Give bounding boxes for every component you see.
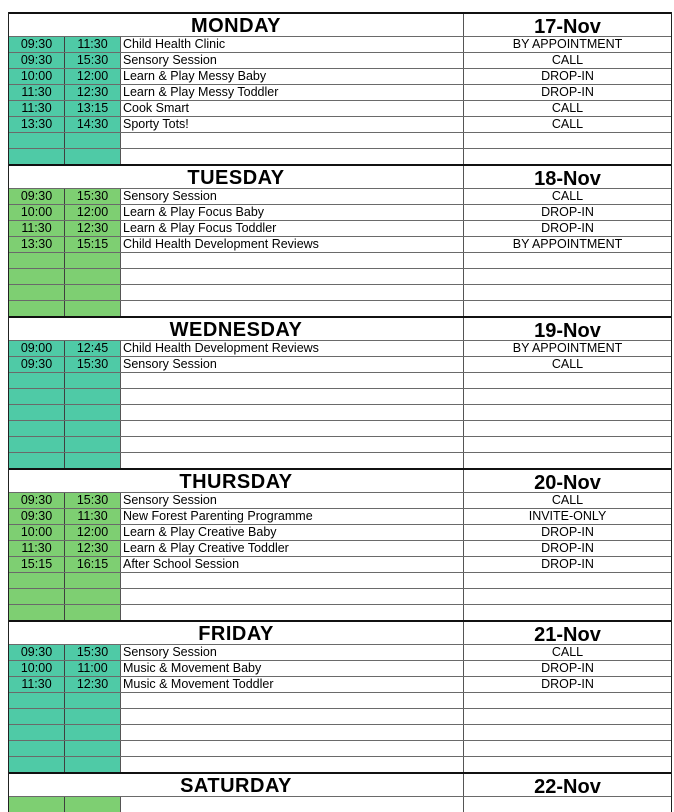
start-time-cell	[9, 757, 65, 772]
activity-cell: Sensory Session	[121, 645, 464, 660]
day-block-friday	[9, 620, 671, 772]
day-date: 20-Nov	[534, 472, 601, 494]
end-time-cell	[65, 301, 121, 316]
activity-cell	[121, 605, 464, 620]
activity-cell	[121, 757, 464, 772]
session-row	[9, 492, 671, 508]
start-time-cell: 13:30	[9, 117, 65, 132]
end-time-cell	[65, 437, 121, 452]
activity-cell: Learn & Play Messy Toddler	[121, 85, 464, 100]
session-row	[9, 236, 671, 252]
start-time-cell	[9, 693, 65, 708]
end-time-cell	[65, 285, 121, 300]
start-time-cell	[9, 253, 65, 268]
booking-cell: BY APPOINTMENT	[512, 237, 623, 251]
session-row	[9, 284, 671, 300]
day-block-thursday	[9, 468, 671, 620]
activity-cell	[121, 741, 464, 756]
start-time-cell: 15:15	[9, 557, 65, 572]
day-header	[9, 164, 671, 188]
start-time-cell	[9, 389, 65, 404]
start-time-cell	[9, 405, 65, 420]
activity-cell: Sensory Session	[121, 357, 464, 372]
session-row	[9, 524, 671, 540]
start-time-cell	[9, 573, 65, 588]
activity-cell: Child Health Development Reviews	[121, 341, 464, 356]
activity-cell	[121, 373, 464, 388]
activity-cell	[121, 725, 464, 740]
booking-cell: BY APPOINTMENT	[512, 341, 623, 355]
booking-cell	[464, 605, 671, 620]
end-time-cell	[65, 693, 121, 708]
session-row	[9, 300, 671, 316]
end-time-cell	[65, 421, 121, 436]
booking-cell: DROP-IN	[541, 557, 594, 571]
day-header	[9, 620, 671, 644]
booking-cell	[464, 437, 671, 452]
start-time-cell: 11:30	[9, 677, 65, 692]
activity-cell: Learn & Play Focus Baby	[121, 205, 464, 220]
booking-cell: CALL	[551, 101, 584, 115]
end-time-cell	[65, 133, 121, 148]
booking-cell	[464, 709, 671, 724]
end-time-cell: 15:30	[65, 645, 121, 660]
end-time-cell: 11:00	[65, 661, 121, 676]
booking-cell	[464, 285, 671, 300]
end-time-cell: 12:30	[65, 85, 121, 100]
activity-cell	[121, 149, 464, 164]
session-row	[9, 660, 671, 676]
start-time-cell	[9, 149, 65, 164]
booking-cell	[464, 741, 671, 756]
session-row	[9, 68, 671, 84]
start-time-cell	[9, 133, 65, 148]
start-time-cell: 10:00	[9, 525, 65, 540]
session-row	[9, 508, 671, 524]
start-time-cell	[9, 797, 65, 812]
end-time-cell	[65, 741, 121, 756]
end-time-cell	[65, 149, 121, 164]
booking-cell: CALL	[551, 357, 584, 371]
activity-cell	[121, 405, 464, 420]
booking-cell	[464, 453, 671, 468]
booking-cell: DROP-IN	[541, 221, 594, 235]
booking-cell	[464, 301, 671, 316]
session-row	[9, 556, 671, 572]
booking-cell	[464, 253, 671, 268]
end-time-cell: 15:30	[65, 189, 121, 204]
activity-cell: Sensory Session	[121, 53, 464, 68]
end-time-cell	[65, 709, 121, 724]
activity-cell: Child Health Clinic	[121, 37, 464, 52]
session-row	[9, 708, 671, 724]
day-date: 21-Nov	[534, 624, 601, 646]
activity-cell	[121, 573, 464, 588]
session-row	[9, 148, 671, 164]
start-time-cell	[9, 285, 65, 300]
booking-cell	[464, 149, 671, 164]
day-name: SATURDAY	[9, 774, 464, 796]
start-time-cell: 11:30	[9, 221, 65, 236]
day-name: THURSDAY	[9, 470, 464, 492]
day-header	[9, 12, 671, 36]
session-row	[9, 100, 671, 116]
start-time-cell: 11:30	[9, 85, 65, 100]
activity-cell	[121, 389, 464, 404]
booking-cell: DROP-IN	[541, 541, 594, 555]
day-header	[9, 316, 671, 340]
session-row	[9, 188, 671, 204]
start-time-cell: 10:00	[9, 205, 65, 220]
booking-cell: DROP-IN	[541, 525, 594, 539]
end-time-cell: 12:30	[65, 541, 121, 556]
session-row	[9, 588, 671, 604]
start-time-cell: 09:30	[9, 509, 65, 524]
session-row	[9, 36, 671, 52]
session-row	[9, 116, 671, 132]
end-time-cell	[65, 253, 121, 268]
session-row	[9, 452, 671, 468]
start-time-cell	[9, 373, 65, 388]
timetable-sheet	[8, 12, 672, 812]
booking-cell	[464, 725, 671, 740]
day-block-saturday	[9, 772, 671, 812]
activity-cell	[121, 269, 464, 284]
activity-cell: Sensory Session	[121, 493, 464, 508]
end-time-cell	[65, 725, 121, 740]
day-date: 17-Nov	[534, 16, 601, 38]
booking-cell	[464, 389, 671, 404]
session-row	[9, 644, 671, 660]
end-time-cell	[65, 797, 121, 812]
booking-cell	[464, 797, 671, 812]
end-time-cell	[65, 405, 121, 420]
start-time-cell	[9, 741, 65, 756]
booking-cell: DROP-IN	[541, 85, 594, 99]
booking-cell	[464, 133, 671, 148]
day-date: 19-Nov	[534, 320, 601, 342]
end-time-cell: 12:30	[65, 677, 121, 692]
booking-cell: CALL	[551, 493, 584, 507]
activity-cell: Learn & Play Creative Baby	[121, 525, 464, 540]
activity-cell	[121, 437, 464, 452]
end-time-cell: 14:30	[65, 117, 121, 132]
session-row	[9, 340, 671, 356]
session-row	[9, 692, 671, 708]
day-block-tuesday	[9, 164, 671, 316]
session-row	[9, 540, 671, 556]
session-row	[9, 252, 671, 268]
session-row	[9, 676, 671, 692]
start-time-cell	[9, 453, 65, 468]
activity-cell: Cook Smart	[121, 101, 464, 116]
activity-cell	[121, 693, 464, 708]
start-time-cell	[9, 725, 65, 740]
activity-cell	[121, 589, 464, 604]
end-time-cell: 16:15	[65, 557, 121, 572]
start-time-cell	[9, 589, 65, 604]
activity-cell: Sensory Session	[121, 189, 464, 204]
activity-cell: Sporty Tots!	[121, 117, 464, 132]
booking-cell	[464, 405, 671, 420]
booking-cell: CALL	[551, 117, 584, 131]
end-time-cell: 15:30	[65, 53, 121, 68]
session-row	[9, 356, 671, 372]
activity-cell: Learn & Play Messy Baby	[121, 69, 464, 84]
end-time-cell	[65, 573, 121, 588]
start-time-cell	[9, 605, 65, 620]
end-time-cell: 12:00	[65, 525, 121, 540]
activity-cell: Learn & Play Creative Toddler	[121, 541, 464, 556]
start-time-cell	[9, 421, 65, 436]
booking-cell	[464, 757, 671, 772]
start-time-cell	[9, 709, 65, 724]
end-time-cell	[65, 453, 121, 468]
activity-cell	[121, 133, 464, 148]
start-time-cell: 13:30	[9, 237, 65, 252]
end-time-cell	[65, 373, 121, 388]
end-time-cell	[65, 389, 121, 404]
session-row	[9, 52, 671, 68]
end-time-cell: 11:30	[65, 37, 121, 52]
start-time-cell	[9, 301, 65, 316]
session-row	[9, 404, 671, 420]
day-block-monday	[9, 12, 671, 164]
end-time-cell: 11:30	[65, 509, 121, 524]
booking-cell: CALL	[551, 645, 584, 659]
session-row	[9, 132, 671, 148]
start-time-cell: 10:00	[9, 69, 65, 84]
start-time-cell: 10:00	[9, 661, 65, 676]
session-row	[9, 796, 671, 812]
day-header	[9, 772, 671, 796]
activity-cell	[121, 285, 464, 300]
activity-cell: New Forest Parenting Programme	[121, 509, 464, 524]
end-time-cell: 15:30	[65, 357, 121, 372]
end-time-cell	[65, 757, 121, 772]
start-time-cell: 09:00	[9, 341, 65, 356]
start-time-cell	[9, 269, 65, 284]
activity-cell	[121, 709, 464, 724]
start-time-cell: 09:30	[9, 53, 65, 68]
activity-cell	[121, 421, 464, 436]
session-row	[9, 436, 671, 452]
activity-cell: Music & Movement Baby	[121, 661, 464, 676]
booking-cell	[464, 269, 671, 284]
session-row	[9, 372, 671, 388]
session-row	[9, 268, 671, 284]
end-time-cell: 15:15	[65, 237, 121, 252]
start-time-cell: 09:30	[9, 357, 65, 372]
day-block-wednesday	[9, 316, 671, 468]
session-row	[9, 740, 671, 756]
day-name: WEDNESDAY	[9, 318, 464, 340]
activity-cell: Child Health Development Reviews	[121, 237, 464, 252]
booking-cell: DROP-IN	[541, 677, 594, 691]
day-name: MONDAY	[9, 14, 464, 36]
end-time-cell: 12:45	[65, 341, 121, 356]
booking-cell	[464, 693, 671, 708]
day-name: FRIDAY	[9, 622, 464, 644]
booking-cell: DROP-IN	[541, 205, 594, 219]
session-row	[9, 420, 671, 436]
session-row	[9, 572, 671, 588]
end-time-cell	[65, 269, 121, 284]
day-name: TUESDAY	[9, 166, 464, 188]
end-time-cell: 15:30	[65, 493, 121, 508]
session-row	[9, 204, 671, 220]
booking-cell: CALL	[551, 53, 584, 67]
start-time-cell	[9, 437, 65, 452]
day-date: 22-Nov	[534, 776, 601, 798]
session-row	[9, 388, 671, 404]
day-date: 18-Nov	[534, 168, 601, 190]
activity-cell: After School Session	[121, 557, 464, 572]
activity-cell: Learn & Play Focus Toddler	[121, 221, 464, 236]
start-time-cell: 11:30	[9, 101, 65, 116]
session-row	[9, 756, 671, 772]
day-header	[9, 468, 671, 492]
start-time-cell: 09:30	[9, 189, 65, 204]
session-row	[9, 220, 671, 236]
end-time-cell	[65, 589, 121, 604]
end-time-cell	[65, 605, 121, 620]
activity-cell	[121, 797, 464, 812]
start-time-cell: 09:30	[9, 493, 65, 508]
start-time-cell: 09:30	[9, 37, 65, 52]
activity-cell: Music & Movement Toddler	[121, 677, 464, 692]
booking-cell: DROP-IN	[541, 661, 594, 675]
session-row	[9, 604, 671, 620]
activity-cell	[121, 253, 464, 268]
activity-cell	[121, 453, 464, 468]
booking-cell	[464, 589, 671, 604]
end-time-cell: 12:00	[65, 69, 121, 84]
end-time-cell: 12:30	[65, 221, 121, 236]
booking-cell	[464, 373, 671, 388]
booking-cell: INVITE-ONLY	[528, 509, 607, 523]
activity-cell	[121, 301, 464, 316]
session-row	[9, 724, 671, 740]
session-row	[9, 84, 671, 100]
booking-cell	[464, 573, 671, 588]
booking-cell: DROP-IN	[541, 69, 594, 83]
booking-cell: CALL	[551, 189, 584, 203]
end-time-cell: 13:15	[65, 101, 121, 116]
start-time-cell: 09:30	[9, 645, 65, 660]
end-time-cell: 12:00	[65, 205, 121, 220]
start-time-cell: 11:30	[9, 541, 65, 556]
booking-cell: BY APPOINTMENT	[512, 37, 623, 51]
booking-cell	[464, 421, 671, 436]
